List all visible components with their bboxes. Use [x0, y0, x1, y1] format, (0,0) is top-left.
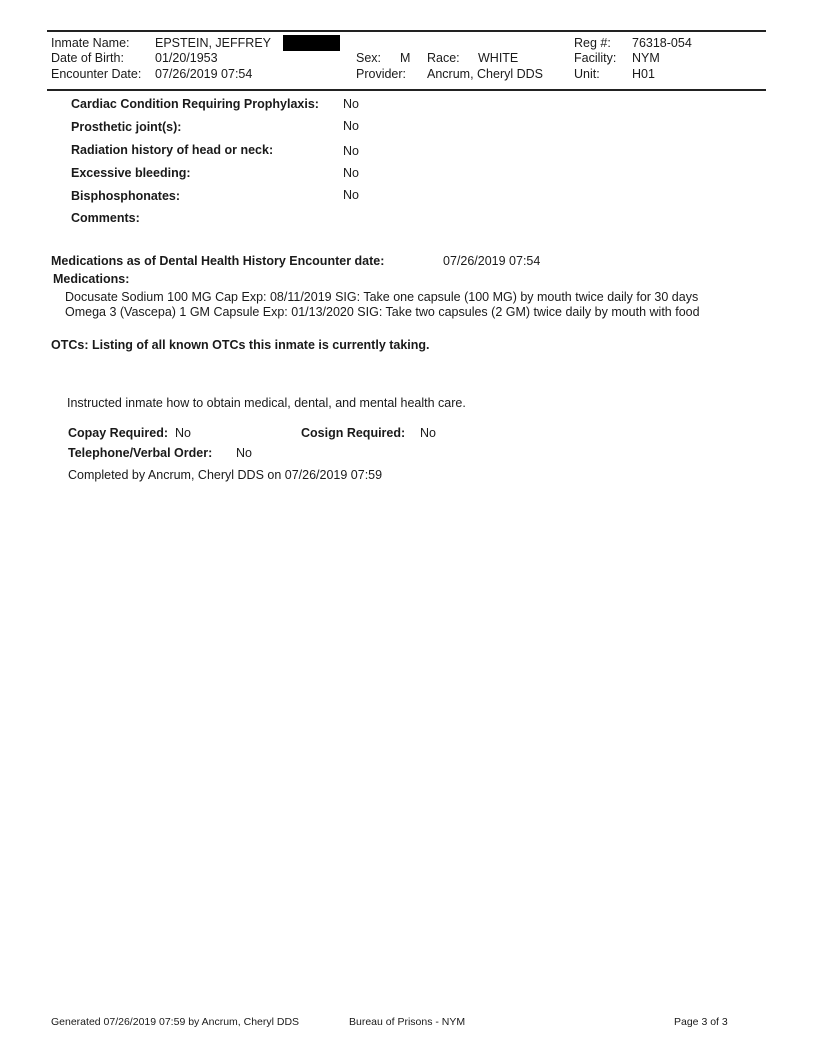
- history-label-prosthetic: Prosthetic joint(s):: [71, 120, 182, 134]
- history-value-radiation: No: [343, 144, 359, 158]
- dob-value: 01/20/1953: [155, 51, 218, 65]
- inmate-name-label: Inmate Name:: [51, 36, 130, 50]
- history-label-radiation: Radiation history of head or neck:: [71, 143, 274, 157]
- facility-value: NYM: [632, 51, 660, 65]
- reg-label: Reg #:: [574, 36, 611, 50]
- history-value-cardiac: No: [343, 97, 359, 111]
- medications-date: 07/26/2019 07:54: [443, 254, 541, 268]
- instructions-text: Instructed inmate how to obtain medical, dental, and mental health care.: [67, 396, 466, 410]
- footer-bureau: Bureau of Prisons - NYM: [349, 1016, 466, 1028]
- telephone-label: Telephone/Verbal Order:: [68, 446, 213, 460]
- facility-label: Facility:: [574, 51, 617, 65]
- provider-label: Provider:: [356, 67, 407, 81]
- history-value-prosthetic: No: [343, 119, 359, 133]
- telephone-value: No: [236, 446, 252, 460]
- unit-value: H01: [632, 67, 655, 81]
- encounter-date-label: Encounter Date:: [51, 67, 142, 81]
- reg-value: 76318-054: [632, 36, 692, 50]
- medications-heading: Medications as of Dental Health History Encounter date:: [51, 254, 385, 268]
- header-bottom-rule: [47, 89, 766, 91]
- footer-generated: Generated 07/26/2019 07:59 by Ancrum, Cheryl DDS: [51, 1016, 300, 1028]
- footer-page: Page 3 of 3: [674, 1016, 728, 1028]
- medications-subheading: Medications:: [53, 272, 130, 286]
- history-value-bleeding: No: [343, 166, 359, 180]
- history-label-cardiac: Cardiac Condition Requiring Prophylaxis:: [71, 97, 319, 111]
- encounter-date-value: 07/26/2019 07:54: [155, 67, 253, 81]
- history-label-comments: Comments:: [71, 211, 140, 225]
- race-label: Race:: [427, 51, 460, 65]
- cosign-value: No: [420, 426, 436, 440]
- redaction-box: [283, 35, 340, 51]
- header-top-rule: [47, 30, 766, 32]
- copay-label: Copay Required:: [68, 426, 169, 440]
- history-value-bisphosphonates: No: [343, 188, 359, 202]
- completed-by: Completed by Ancrum, Cheryl DDS on 07/26/2019 07:59: [68, 468, 383, 482]
- sex-label: Sex:: [356, 51, 382, 65]
- history-label-bisphosphonates: Bisphosphonates:: [71, 189, 181, 203]
- medication-item: Omega 3 (Vascepa) 1 GM Capsule Exp: 01/13/2020 SIG: Take two capsules (2 GM) twice daily by mouth with food: [65, 305, 700, 319]
- medication-item: Docusate Sodium 100 MG Cap Exp: 08/11/2019 SIG: Take one capsule (100 MG) by mouth twice daily for 30 days: [65, 290, 699, 304]
- copay-value: No: [175, 426, 191, 440]
- history-label-bleeding: Excessive bleeding:: [71, 166, 191, 180]
- provider-value: Ancrum, Cheryl DDS: [427, 67, 543, 81]
- sex-value: M: [400, 51, 411, 65]
- otcs-heading: OTCs: Listing of all known OTCs this inmate is currently taking.: [51, 338, 430, 352]
- cosign-label: Cosign Required:: [301, 426, 406, 440]
- inmate-name: EPSTEIN, JEFFREY: [155, 36, 271, 50]
- race-value: WHITE: [478, 51, 519, 65]
- dob-label: Date of Birth:: [51, 51, 124, 65]
- unit-label: Unit:: [574, 67, 600, 81]
